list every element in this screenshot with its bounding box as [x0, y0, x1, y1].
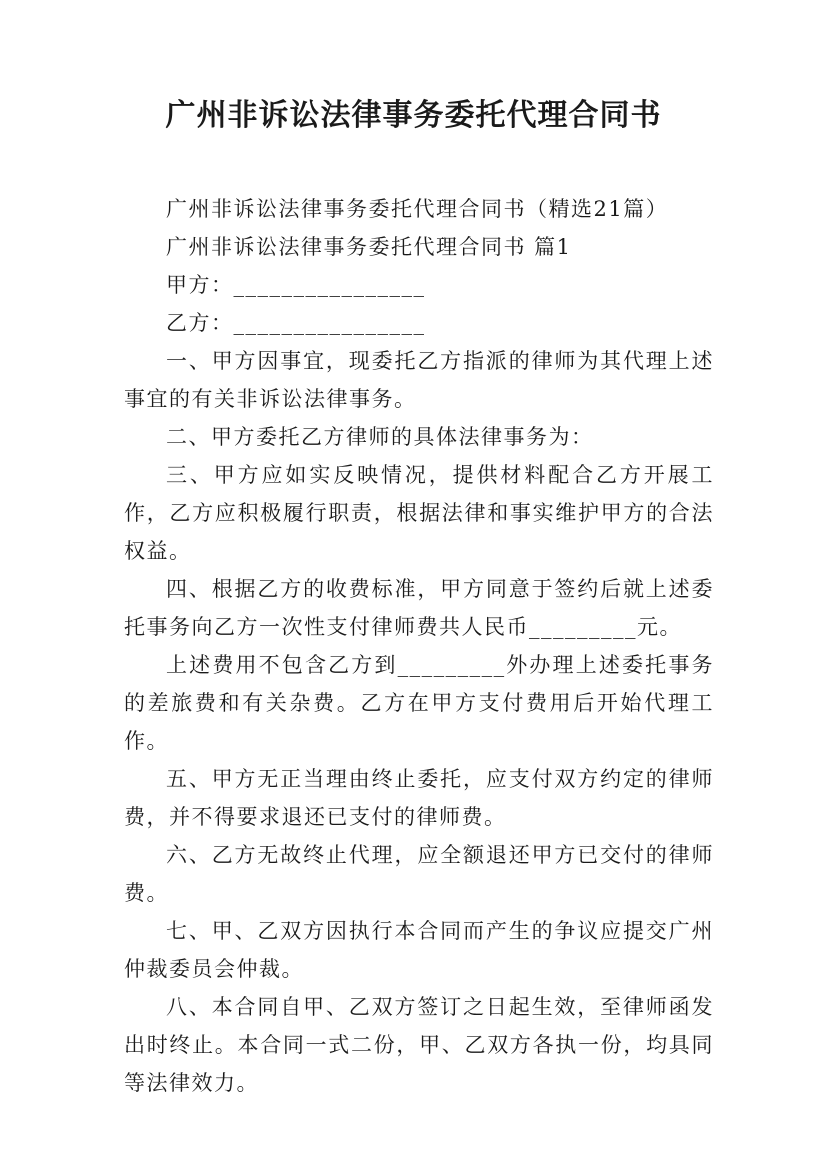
clause-6: 六、乙方无故终止代理，应全额退还甲方已交付的律师费。	[124, 843, 714, 905]
party-a-line: 甲方：________________	[166, 273, 426, 297]
clause-7: 七、甲、乙双方因执行本合同而产生的争议应提交广州仲裁委员会仲裁。	[124, 919, 714, 981]
document-title: 广州非诉讼法律事务委托代理合同书	[165, 98, 662, 133]
clause-5: 五、甲方无正当理由终止委托，应支付双方约定的律师费，并不得要求退还已支付的律师费。	[124, 767, 714, 829]
clause-4-continued: 上述费用不包含乙方到_________外办理上述委托事务的差旅费和有关杂费。乙方在甲方支付费用后开始代理工作。	[124, 653, 714, 753]
section-heading: 广州非诉讼法律事务委托代理合同书 篇1	[166, 235, 572, 259]
document-body	[124, 190, 714, 1102]
clause-4: 四、根据乙方的收费标准，甲方同意于签约后就上述委托事务向乙方一次性支付律师费共人民币_________元。	[124, 577, 714, 639]
clause-8: 八、本合同自甲、乙双方签订之日起生效，至律师函发出时终止。本合同一式二份，甲、乙双方各执一份，均具同等法律效力。	[124, 995, 714, 1095]
clause-2: 二、甲方委托乙方律师的具体法律事务为：	[166, 425, 594, 449]
clause-3: 三、甲方应如实反映情况，提供材料配合乙方开展工作，乙方应积极履行职责，根据法律和事实维护甲方的合法权益。	[124, 463, 714, 563]
subtitle-paragraph: 广州非诉讼法律事务委托代理合同书（精选21篇）	[166, 197, 669, 221]
clause-1: 一、甲方因事宜，现委托乙方指派的律师为其代理上述事宜的有关非诉讼法律事务。	[124, 349, 714, 411]
party-b-line: 乙方：________________	[166, 311, 426, 335]
